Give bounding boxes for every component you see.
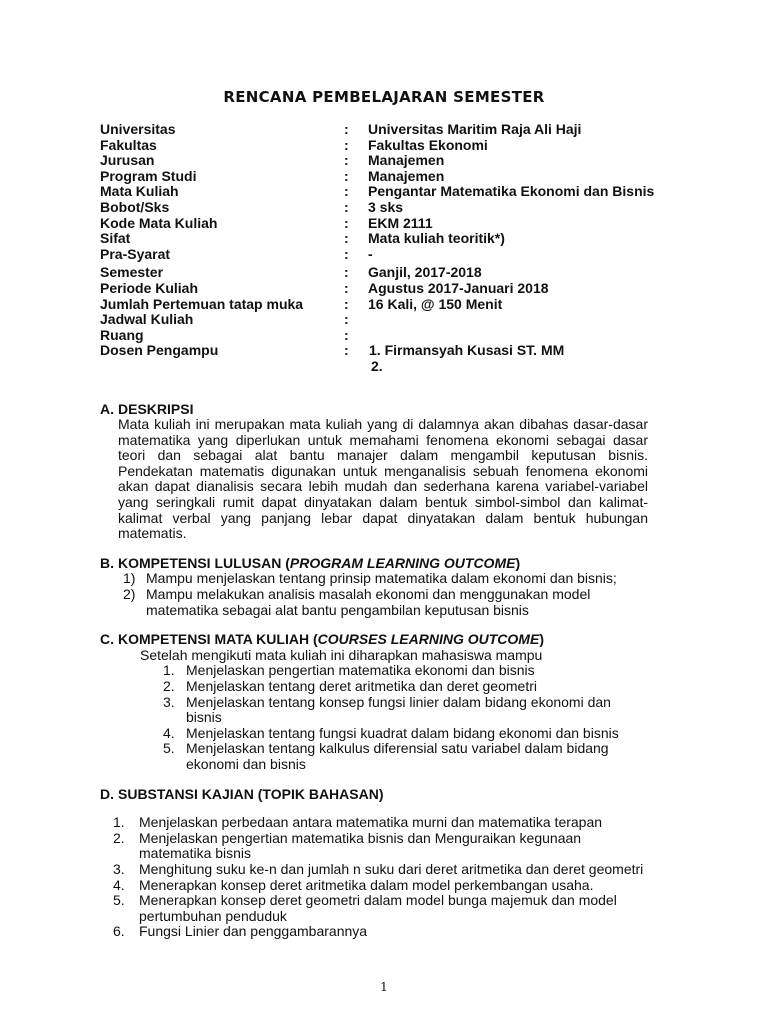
info-row [100, 183, 655, 200]
section-c [100, 632, 648, 772]
info-row [100, 247, 648, 263]
info-label: Bobot/Sks [100, 198, 170, 215]
section-title: KOMPETENSI MATA KULIAH ( [118, 631, 318, 648]
list-text: Menjelaskan tentang konsep fungsi linier dalam bidang ekonomi dan bisnis [186, 693, 611, 726]
info-label: Periode Kuliah [100, 279, 199, 296]
info-value: Ganjil, 2017-2018 [368, 264, 482, 281]
section-title: DESKRIPSI [118, 400, 194, 417]
section-letter: C. [100, 631, 114, 648]
list-number: 3. [163, 693, 175, 710]
program-outcome-list [100, 571, 648, 618]
list-item [100, 893, 648, 924]
list-number: 3. [113, 860, 125, 877]
course-info-table [100, 121, 655, 375]
document-title: RENCANA PEMBELAJARAN SEMESTER [223, 88, 545, 106]
info-row [100, 169, 648, 185]
list-item [100, 878, 648, 894]
list-number: 2) [123, 586, 136, 603]
section-title-italic: COURSES LEARNING OUTCOME [317, 631, 540, 648]
info-row [100, 265, 648, 281]
info-value: Agustus 2017-Januari 2018 [368, 279, 549, 296]
section-title: KOMPETENSI LULUSAN ( [118, 554, 290, 571]
info-row [100, 343, 648, 359]
info-row [100, 312, 648, 328]
info-label: Jumlah Pertemuan tatap muka [100, 295, 304, 312]
info-label: Universitas [100, 121, 176, 137]
info-value: 1. Firmansyah Kusasi ST. MM [369, 342, 565, 359]
list-item [100, 831, 648, 862]
list-item [100, 587, 648, 618]
description-text: Mata kuliah ini merupakan mata kuliah yang di dalamnya akan dibahas dasar-dasar matematika yang diperlukan untuk memahami fenomena ekonomi sebagai dasar teori dan sebagai alat bantu manajer dalam mengambil keputusan bisnis. Pendekatan matematis digunakan untuk menganalisis sebuah fenomena ekonomi akan dapat dianalisis secara lebih mudah dan sederhana karena variabel-variabel yang seringkali rumit dapat dinyatakan dalam bentuk simbol-simbol dan kalimat-kalimat verbal yang panjang lebar dapat dinyatakan dalam bentuk hubungan matematis. [118, 416, 648, 542]
list-text: Menjelaskan tentang kalkulus diferensial satu variabel dalam bidang ekonomi dan bisnis [186, 740, 609, 772]
list-item [100, 741, 648, 772]
list-number: 1. [163, 662, 175, 679]
info-row [100, 359, 648, 375]
info-row [100, 200, 648, 216]
info-label: Dosen Pengampu [100, 342, 219, 359]
list-text: Menerapkan konsep deret aritmetika dalam model perkembangan usaha. [139, 876, 594, 893]
list-text: Menerapkan konsep deret geometri dalam model bunga majemuk dan model pertumbuhan penduduk [139, 892, 617, 924]
info-label: Program Studi [100, 167, 197, 184]
list-item [100, 726, 648, 742]
info-colon: : [344, 279, 349, 296]
list-item [100, 663, 648, 679]
list-number: 5. [163, 740, 175, 757]
section-title-end: ) [515, 554, 521, 571]
section-letter: B. [100, 554, 114, 571]
list-text: Mampu melakukan analisis masalah ekonomi dan menggunakan model matematika sebagai alat bantu pengambilan keputusan bisnis [146, 586, 591, 618]
info-value: EKM 2111 [368, 214, 433, 231]
info-colon: : [344, 183, 349, 200]
list-text: Menjelaskan perbedaan antara matematika murni dan matematika terapan [139, 814, 603, 831]
info-label: Pra-Syarat [100, 245, 171, 262]
info-row [100, 328, 648, 344]
course-outcome-list [100, 663, 648, 772]
section-b [100, 556, 648, 618]
list-item [100, 571, 648, 587]
list-number: 4. [113, 876, 125, 893]
info-label: Semester [100, 264, 164, 281]
info-value: Manajemen [368, 152, 445, 169]
info-label: Mata Kuliah [100, 183, 179, 200]
info-label: Ruang [100, 326, 144, 343]
list-text: Fungsi Linier dan penggambarannya [139, 923, 368, 940]
info-colon: : [344, 295, 349, 312]
info-colon: : [344, 121, 349, 137]
list-item [100, 679, 648, 695]
list-text: Menjelaskan tentang deret aritmetika dan deret geometri [186, 678, 537, 694]
topic-list [100, 815, 648, 940]
list-number: 1. [113, 814, 125, 831]
info-value: - [368, 245, 373, 262]
course-outcome-intro: Setelah mengikuti mata kuliah ini diharapkan mahasiswa mampu [140, 646, 543, 663]
section-title-end: ) [539, 631, 544, 648]
info-value: Manajemen [368, 167, 445, 184]
list-text: Menjelaskan tentang fungsi kuadrat dalam bidang ekonomi dan bisnis [186, 724, 619, 741]
list-text: Mampu menjelaskan tentang prinsip matematika dalam ekonomi dan bisnis; [146, 570, 617, 587]
info-colon: : [344, 245, 349, 262]
info-colon: : [344, 136, 349, 153]
info-label: Kode Mata Kuliah [100, 214, 218, 231]
section-title: SUBSTANSI KAJIAN (TOPIK BAHASAN) [118, 785, 384, 802]
info-label: Fakultas [100, 136, 157, 153]
list-text: Menghitung suku ke-n dan jumlah n suku dari deret aritmetika dan deret geometri [139, 860, 644, 877]
list-item [100, 815, 648, 831]
list-number: 5. [113, 892, 125, 909]
section-letter: A. [100, 400, 114, 417]
info-colon: : [344, 214, 349, 231]
info-value: Fakultas Ekonomi [368, 136, 488, 153]
info-value: 16 Kali, @ 150 Menit [368, 295, 503, 312]
info-row [100, 122, 648, 138]
list-item [100, 924, 648, 940]
list-number: 6. [113, 923, 125, 940]
info-value: Universitas Maritim Raja Ali Haji [368, 121, 582, 137]
document-body [100, 0, 655, 1036]
list-text: Menjelaskan pengertian matematika bisnis dan Menguraikan kegunaan matematika bisnis [139, 829, 582, 862]
info-value: 3 sks [368, 198, 404, 215]
info-value: Pengantar Matematika Ekonomi dan Bisnis [368, 183, 655, 200]
list-item [100, 695, 648, 726]
info-row [100, 297, 648, 313]
info-value: 2. [371, 357, 383, 374]
info-colon: : [344, 167, 349, 184]
info-colon: : [344, 311, 349, 328]
info-label: Jadwal Kuliah [100, 311, 194, 328]
section-letter: D. [100, 785, 114, 802]
info-row [100, 153, 648, 169]
info-colon: : [344, 152, 349, 169]
info-label: Jurusan [100, 152, 155, 169]
section-title-italic: PROGRAM LEARNING OUTCOME [289, 554, 516, 571]
info-row [100, 138, 648, 154]
info-value: Mata kuliah teoritik*) [368, 230, 505, 247]
list-item [100, 862, 648, 878]
info-label: Sifat [100, 230, 131, 247]
info-row [100, 216, 648, 232]
list-number: 1) [123, 570, 136, 587]
info-colon: : [344, 198, 349, 215]
section-a [100, 402, 648, 542]
info-colon: : [344, 326, 349, 343]
page-number: 1 [380, 979, 388, 994]
list-number: 2. [163, 678, 175, 694]
info-colon: : [344, 342, 349, 359]
info-colon: : [344, 230, 349, 247]
list-number: 4. [163, 724, 175, 741]
section-d [100, 787, 648, 940]
info-row [100, 231, 648, 247]
info-row [100, 281, 648, 297]
list-number: 2. [113, 829, 125, 846]
info-colon: : [344, 264, 349, 281]
list-text: Menjelaskan pengertian matematika ekonomi dan bisnis [186, 662, 535, 679]
